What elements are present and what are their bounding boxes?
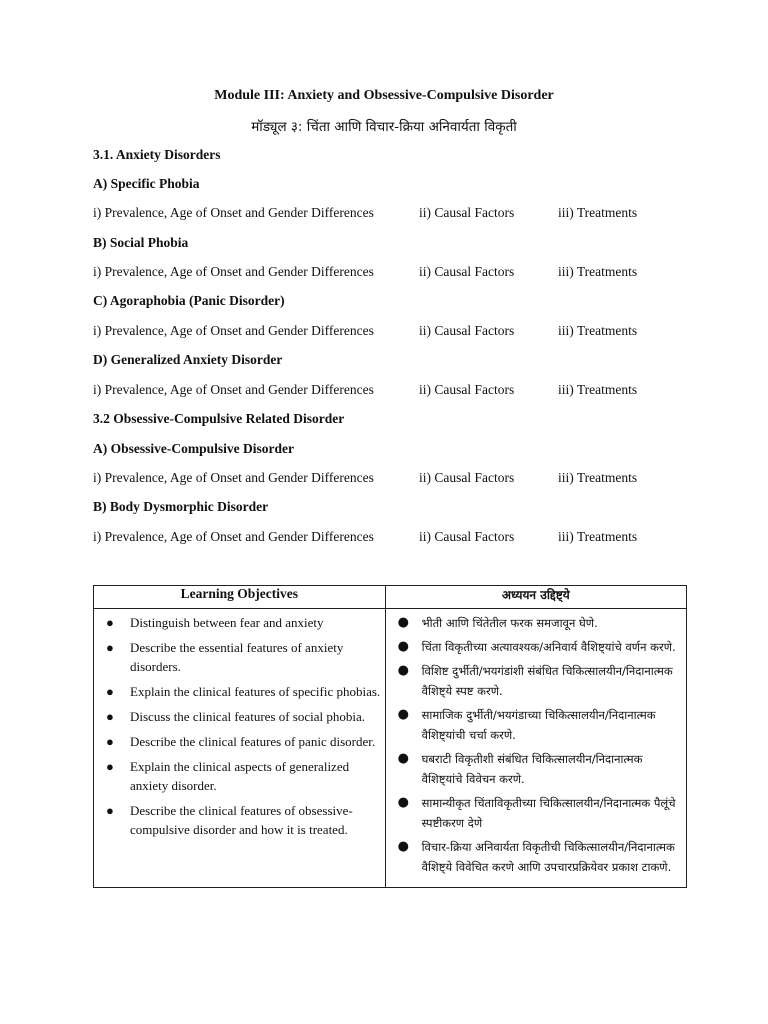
bullet-icon: ● <box>397 663 409 678</box>
subtopic-prevalence: i) Prevalence, Age of Onset and Gender Differences <box>93 382 374 397</box>
subtopic-causal-factors: ii) Causal Factors <box>419 382 515 397</box>
subtopic-treatments: iii) Treatments <box>558 323 638 338</box>
list-item <box>98 757 381 795</box>
subtopic-causal-factors: ii) Causal Factors <box>419 264 515 279</box>
objective-text: Distinguish between fear and anxiety <box>130 615 324 630</box>
bullet-icon: ● <box>397 839 409 854</box>
subtopic-causal-factors: ii) Causal Factors <box>419 205 515 220</box>
module-subtitle-marathi: मॉड्यूल ३: चिंता आणि विचार-क्रिया अनिवार्यता विकृती <box>251 119 517 135</box>
learning-objectives-table <box>93 585 687 888</box>
list-item <box>390 613 682 633</box>
objective-text-marathi: सामान्यीकृत चिंताविकृतीच्या चिकित्सालयीन/निदानात्मक पैलूंचे स्पष्टीकरण देणे <box>421 796 676 830</box>
objectives-marathi-list <box>390 613 682 877</box>
list-item <box>98 613 381 632</box>
objective-text-marathi: चिंता विकृतीच्या अत्यावश्यक/अनिवार्य वैशिष्ट्यांचे वर्णन करणे. <box>421 640 676 654</box>
bullet-icon: ● <box>106 803 114 818</box>
subsection-generalized-anxiety: D) Generalized Anxiety Disorder <box>93 352 283 367</box>
subtopic-prevalence: i) Prevalence, Age of Onset and Gender Differences <box>93 529 374 544</box>
list-item <box>98 732 381 751</box>
objective-text-marathi: घबराटी विकृतीशी संबंधित चिकित्सालयीन/निदानात्मक वैशिष्ट्यांचे विवेचन करणे. <box>421 752 643 786</box>
objective-text-marathi: विशिष्ट दुर्भीती/भयगंडांशी संबंधित चिकित्सालयीन/निदानात्मक वैशिष्ट्ये स्पष्ट करणे. <box>421 664 673 698</box>
objective-text-marathi: सामाजिक दुर्भीती/भयगंडाच्या चिकित्सालयीन/निदानात्मक वैशिष्ट्यांची चर्चा करणे. <box>421 708 656 742</box>
section-heading-3-1: 3.1. Anxiety Disorders <box>93 147 221 162</box>
objective-text: Describe the clinical features of panic disorder. <box>130 734 376 749</box>
bullet-icon: ● <box>397 751 409 766</box>
objective-text-marathi: विचार-क्रिया अनिवार्यता विकृतीची चिकित्सालयीन/निदानात्मक वैशिष्ट्ये विवेचित करणे आणि उपचारप्रक्रियेवर प्रकाश टाकणे. <box>421 840 675 874</box>
list-item <box>98 682 381 701</box>
subtopic-causal-factors: ii) Causal Factors <box>419 323 515 338</box>
bullet-icon: ● <box>397 795 409 810</box>
bullet-icon: ● <box>106 615 114 630</box>
list-item <box>390 661 682 701</box>
objectives-english-cell <box>94 609 386 888</box>
objective-text: Describe the essential features of anxiety disorders. <box>130 640 344 674</box>
header-learning-objectives-marathi: अध्ययन उद्दिष्ट्ये <box>385 586 686 609</box>
list-item <box>390 793 682 833</box>
subtopic-treatments: iii) Treatments <box>558 264 638 279</box>
objective-text: Explain the clinical features of specific phobias. <box>130 684 381 699</box>
subtopic-treatments: iii) Treatments <box>558 470 638 485</box>
bullet-icon: ● <box>397 639 409 654</box>
objective-text: Discuss the clinical features of social phobia. <box>130 709 366 724</box>
section-heading-3-2: 3.2 Obsessive-Compulsive Related Disorder <box>93 411 345 426</box>
subsection-social-phobia: B) Social Phobia <box>93 235 189 250</box>
list-item <box>98 801 381 839</box>
subsection-agoraphobia: C) Agoraphobia (Panic Disorder) <box>93 293 285 308</box>
list-item <box>390 837 682 877</box>
bullet-icon: ● <box>397 615 409 630</box>
subsection-ocd: A) Obsessive-Compulsive Disorder <box>93 441 294 456</box>
subtopic-causal-factors: ii) Causal Factors <box>419 529 515 544</box>
objective-text-marathi: भीती आणि चिंतेतील फरक समजावून घेणे. <box>421 616 598 630</box>
list-item <box>390 705 682 745</box>
objectives-english-list <box>98 613 381 839</box>
bullet-icon: ● <box>106 734 114 749</box>
list-item <box>98 707 381 726</box>
bullet-icon: ● <box>397 707 409 722</box>
bullet-icon: ● <box>106 684 114 699</box>
bullet-icon: ● <box>106 709 114 724</box>
objective-text: Describe the clinical features of obsessive-compulsive disorder and how it is treated. <box>130 803 353 837</box>
subsection-specific-phobia: A) Specific Phobia <box>93 176 200 191</box>
subtopic-prevalence: i) Prevalence, Age of Onset and Gender Differences <box>93 264 374 279</box>
objectives-marathi-cell <box>385 609 686 888</box>
header-learning-objectives: Learning Objectives <box>94 586 386 609</box>
subtopic-treatments: iii) Treatments <box>558 529 638 544</box>
objective-text: Explain the clinical aspects of generalized anxiety disorder. <box>130 759 350 793</box>
list-item <box>390 637 682 657</box>
list-item <box>98 638 381 676</box>
list-item <box>390 749 682 789</box>
subtopic-prevalence: i) Prevalence, Age of Onset and Gender Differences <box>93 470 374 485</box>
bullet-icon: ● <box>106 640 114 655</box>
subtopic-prevalence: i) Prevalence, Age of Onset and Gender Differences <box>93 205 374 220</box>
module-title: Module III: Anxiety and Obsessive-Compulsive Disorder <box>214 88 554 103</box>
subtopic-causal-factors: ii) Causal Factors <box>419 470 515 485</box>
subtopic-treatments: iii) Treatments <box>558 205 638 220</box>
subtopic-treatments: iii) Treatments <box>558 382 638 397</box>
subtopic-prevalence: i) Prevalence, Age of Onset and Gender Differences <box>93 323 374 338</box>
subsection-body-dysmorphic: B) Body Dysmorphic Disorder <box>93 499 269 514</box>
bullet-icon: ● <box>106 759 114 774</box>
